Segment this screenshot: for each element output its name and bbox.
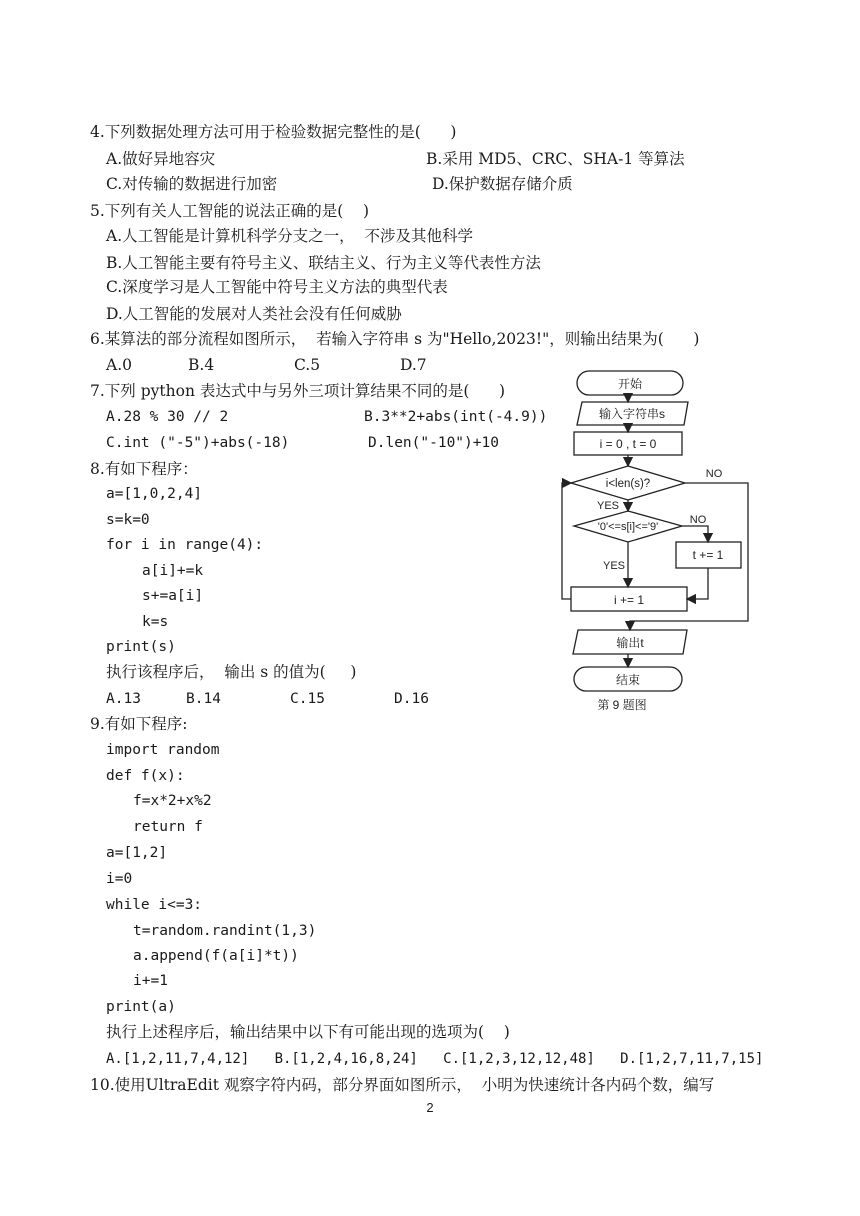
q5-option-a: A.人工智能是计算机科学分支之一， 不涉及其他科学 (106, 227, 473, 245)
flow-input-label: 输入字符串s (598, 407, 666, 421)
q9-code-line: a=[1,2] (106, 845, 168, 861)
q8-option-a: A.13 (106, 691, 141, 707)
q7-option-d: D.len("-10")+10 (368, 435, 499, 451)
q9-code-line: print(a) (106, 999, 176, 1015)
q9-code-line: while i<=3: (106, 897, 203, 913)
q9-code-line: i=0 (106, 871, 133, 887)
q8-code-line: k=s (142, 614, 169, 630)
q10-stem: 10.使用UltraEdit 观察字符内码，部分界面如图所示， 小明为快速统计各内码个数，编写 (90, 1076, 715, 1094)
flowchart-caption: 第 9 题图 (597, 698, 647, 712)
q8-code-line: a[i]+=k (142, 563, 204, 579)
q6-option-d: D.7 (400, 356, 427, 374)
q4-option-a: A.做好异地容灾 (106, 150, 216, 168)
flow-cond1-label: i<len(s)? (605, 478, 651, 490)
q8-option-b: B.14 (186, 691, 221, 707)
flow-cond2-label: '0'<=s[i]<='9' (597, 521, 659, 533)
q8-code-line: print(s) (106, 639, 176, 655)
q8-code-line: s=k=0 (106, 512, 150, 528)
q4-option-d: D.保护数据存储介质 (432, 175, 573, 193)
q8-option-c: C.15 (290, 691, 325, 707)
q5-stem: 5.下列有关人工智能的说法正确的是( ) (90, 202, 370, 220)
q6-option-b: B.4 (188, 356, 215, 374)
q5-option-c: C.深度学习是人工智能中符号主义方法的典型代表 (106, 278, 448, 296)
flow-start-label: 开始 (617, 377, 643, 391)
flow-t-increment-label: t += 1 (692, 548, 724, 562)
q7-option-b: B.3**2+abs(int(-4.9)) (364, 409, 548, 425)
flow-i-increment-label: i += 1 (613, 593, 645, 607)
flow-output-label: 输出t (616, 636, 644, 650)
q8-stem: 8.有如下程序： (90, 460, 198, 478)
flow-init-label: i = 0 , t = 0 (599, 437, 657, 451)
q6-option-c: C.5 (294, 356, 321, 374)
flow-no-label: NO (689, 514, 707, 526)
q4-option-c: C.对传输的数据进行加密 (106, 175, 278, 193)
flow-yes-label: YES (596, 500, 620, 512)
q9-code-line: i+=1 (133, 973, 168, 989)
q7-stem: 7.下列 python 表达式中与另外三项计算结果不同的是( ) (90, 382, 506, 400)
q9-code-line: f=x*2+x%2 (133, 793, 212, 809)
q9-question: 执行上述程序后，输出结果中以下有可能出现的选项为( ) (106, 1023, 510, 1041)
q8-code-line: for i in range(4): (106, 537, 264, 553)
q9-code-line: return f (133, 819, 203, 835)
q9-code-line: def f(x): (106, 768, 185, 784)
q9-code-line: a.append(f(a[i]*t)) (133, 948, 299, 964)
q8-option-d: D.16 (394, 691, 429, 707)
flow-yes-label: YES (602, 560, 626, 572)
flow-end-label: 结束 (615, 673, 641, 687)
q4-stem: 4.下列数据处理方法可用于检验数据完整性的是( ) (90, 123, 457, 141)
q7-option-a: A.28 % 30 // 2 (106, 409, 229, 425)
flowchart-figure (550, 365, 765, 720)
q8-question: 执行该程序后， 输出 s 的值为( ) (106, 663, 357, 681)
q9-options: A.[1,2,11,7,4,12] B.[1,2,4,16,8,24] C.[1,2,3,12,12,48] D.[1,2,7,11,7,15] (106, 1051, 764, 1067)
q8-code-line: s+=a[i] (142, 588, 204, 604)
q5-option-b: B.人工智能主要有符号主义、联结主义、行为主义等代表性方法 (106, 254, 541, 272)
q7-option-c: C.int ("-5")+abs(-18) (106, 435, 290, 451)
q9-code-line: t=random.randint(1,3) (133, 923, 317, 939)
q8-code-line: a=[1,0,2,4] (106, 486, 203, 502)
flow-no-label: NO (705, 468, 723, 480)
q9-stem: 9.有如下程序: (90, 715, 188, 733)
q5-option-d: D.人工智能的发展对人类社会没有任何威胁 (106, 305, 402, 323)
q6-option-a: A.0 (106, 356, 132, 374)
q9-code-line: import random (106, 742, 220, 758)
page-number: 2 (426, 1100, 434, 1115)
q4-option-b: B.采用 MD5、CRC、SHA-1 等算法 (426, 150, 685, 168)
q6-stem: 6.某算法的部分流程如图所示， 若输入字符串 s 为"Hello,2023!"，则输出结果为( ) (90, 330, 700, 348)
